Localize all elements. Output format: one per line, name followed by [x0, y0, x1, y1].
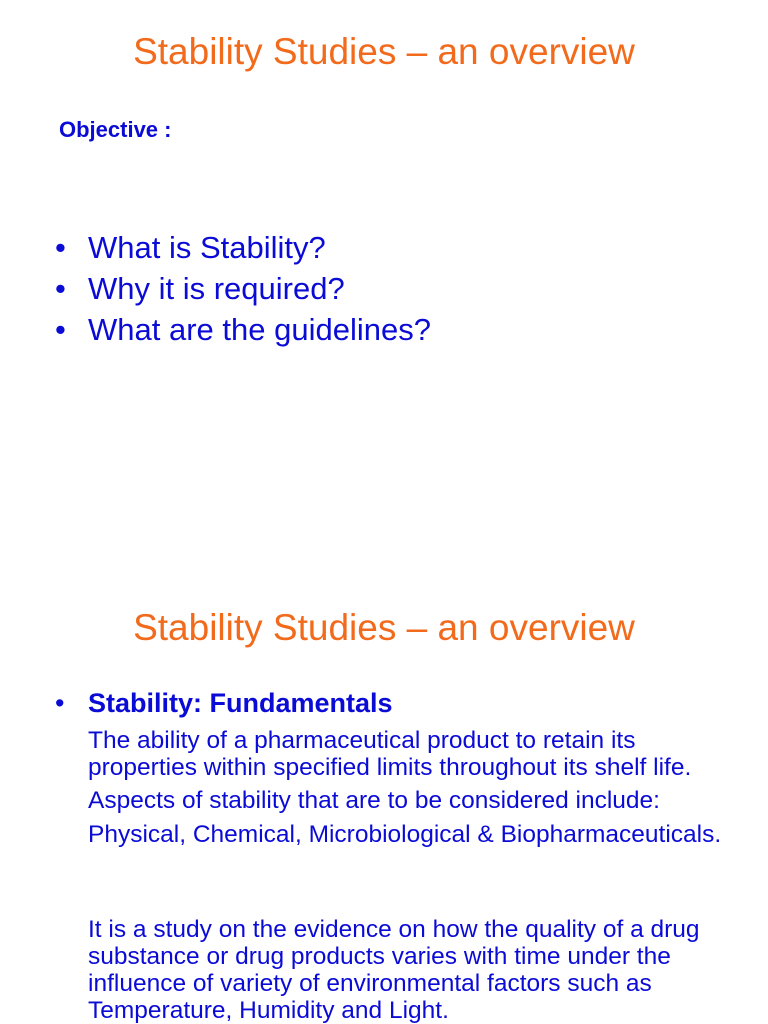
bullet-text: What are the guidelines? — [88, 312, 431, 347]
definition-paragraph: The ability of a pharmaceutical product to retain its properties within specified limits throughout its shelf life. — [88, 727, 692, 781]
aspects-list-paragraph: Physical, Chemical, Microbiological & Biopharmaceuticals. — [88, 821, 722, 848]
slide-title: Stability Studies – an overview — [133, 31, 635, 72]
aspects-paragraph: Aspects of stability that are to be considered include: — [88, 787, 660, 814]
slide-2 — [0, 576, 768, 1024]
study-paragraph: It is a study on the evidence on how the quality of a drug substance or drug products varies with time under the influence of variety of environmental factors such as Temperature, Humidity and Light. — [88, 916, 700, 1024]
fundamentals-heading-text: Stability: Fundamentals — [88, 688, 393, 718]
bullet-icon: • — [55, 230, 66, 265]
bullet-icon: • — [55, 312, 66, 347]
objective-label: Objective : — [59, 117, 172, 142]
bullet-icon: • — [55, 688, 65, 718]
slide-title: Stability Studies – an overview — [133, 607, 635, 648]
objective-bullet-list — [55, 227, 431, 350]
bullet-icon: • — [55, 271, 66, 306]
bullet-item — [55, 227, 431, 268]
bullet-text: Why it is required? — [88, 271, 345, 306]
fundamentals-heading — [55, 685, 393, 721]
bullet-item — [55, 309, 431, 350]
bullet-item — [55, 268, 431, 309]
bullet-text: What is Stability? — [88, 230, 326, 265]
